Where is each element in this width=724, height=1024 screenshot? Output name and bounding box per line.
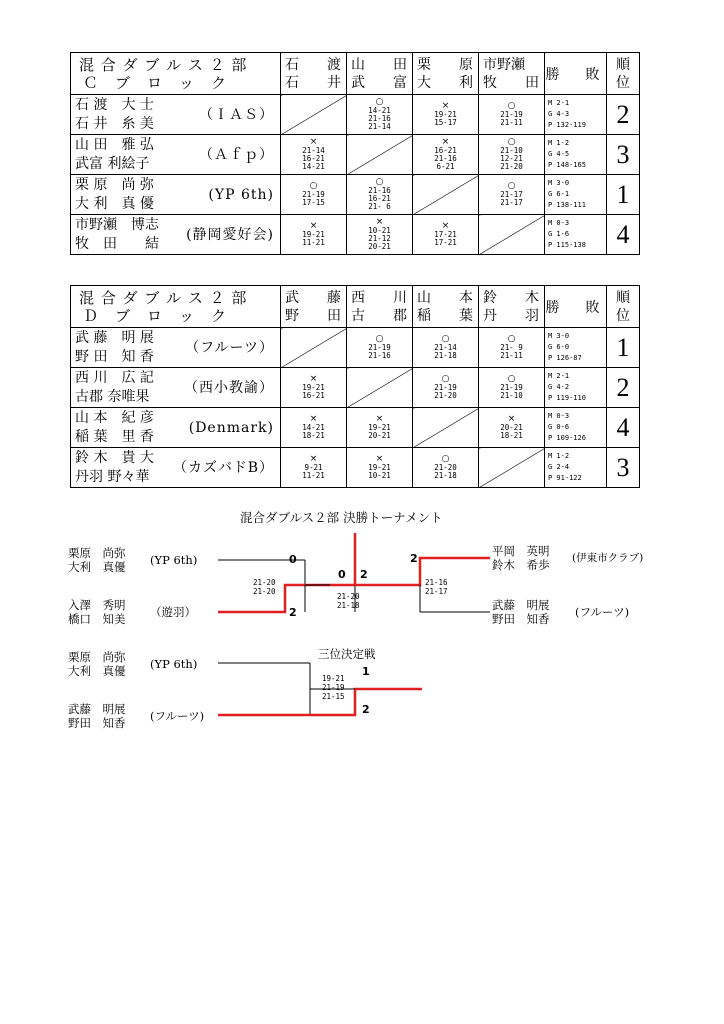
match-cell: × 19-21 16-21 [281, 368, 347, 408]
win-mark: ○ [309, 181, 318, 191]
win-mark: ○ [507, 334, 516, 344]
stats-cell: M 2-1 G 4-2 P 119-110 [545, 368, 607, 408]
match-cell: × 10-21 21-12 20-21 [347, 215, 413, 255]
loss-mark: × [375, 414, 384, 424]
team-name: （遊羽） [150, 605, 196, 619]
loss-mark: × [375, 454, 384, 464]
win-mark: ○ [441, 374, 450, 384]
match-score: 21-20 21-20 [253, 578, 276, 596]
loss-mark: × [309, 374, 318, 384]
loss-mark: × [309, 414, 318, 424]
match-cell: × 16-21 21-16 6-21 [413, 135, 479, 175]
match-score: 21-16 21-17 [425, 578, 448, 596]
win-mark: ○ [507, 101, 516, 111]
final-score-left: 0 [338, 568, 346, 581]
match-cell: ○ 21-20 21-18 [413, 448, 479, 488]
opponent-header: 西 川 古 郡 [347, 286, 413, 328]
stats-cell: M 0-3 G 1-6 P 115-138 [545, 215, 607, 255]
third-entry-2 [68, 702, 126, 730]
team-name: (YP 6th) [150, 657, 198, 671]
loss-mark: × [507, 414, 516, 424]
team-name: (フルーツ) [575, 605, 630, 619]
entry-left-2 [68, 598, 126, 626]
match-cell: ○ 14-21 21-16 21-14 [347, 95, 413, 135]
match-cell: × 14-21 18-21 [281, 408, 347, 448]
rank-value: 1 [607, 175, 640, 215]
match-cell: ○ 21-19 17-15 [281, 175, 347, 215]
loss-mark: × [441, 221, 450, 231]
score: 2 [410, 552, 418, 565]
match-cell: × 17-21 17-21 [413, 215, 479, 255]
loss-mark: × [441, 137, 450, 147]
win-mark: ○ [375, 334, 384, 344]
team-name: （Ａｆｐ） [199, 147, 274, 163]
stats-cell: M 2-1 G 4-3 P 132-119 [545, 95, 607, 135]
match-cell: ○ 21-19 21-11 [479, 95, 545, 135]
player-name: 平岡 英明 [492, 544, 550, 558]
match-cell: × 20-21 18-21 [479, 408, 545, 448]
rank-value: 4 [607, 215, 640, 255]
player-name: 武藤 明展 [68, 702, 126, 716]
match-cell: × 19-21 10-21 [347, 448, 413, 488]
block-title: 混 合 ダ ブ ル ス ２ 部 Ｄ ブ ロ ッ ク [71, 286, 281, 328]
win-mark: ○ [375, 97, 384, 107]
result-header: 勝 敗 [545, 286, 607, 328]
player-name: 野田 知香 [68, 716, 126, 730]
stats-cell: M 3-0 G 6-1 P 138-111 [545, 175, 607, 215]
team-name: (YP 6th) [150, 553, 198, 567]
opponent-header: 山 本 稲 葉 [413, 286, 479, 328]
final-score-right: 2 [360, 568, 368, 581]
player-pair: 武 藤 明 展 野 田 知 香 （フルーツ） [71, 328, 281, 368]
rank-value: 2 [607, 95, 640, 135]
opponent-header: 武 藤 野 田 [281, 286, 347, 328]
opponent-header: 鈴 木 丹 羽 [479, 286, 545, 328]
team-name: （フルーツ） [185, 340, 274, 356]
loss-mark: × [375, 217, 384, 227]
loss-mark: × [309, 221, 318, 231]
team-name: (YP 6th) [208, 187, 274, 203]
score: 2 [289, 606, 297, 619]
entry-right-1 [492, 544, 550, 572]
block-title: 混 合 ダ ブ ル ス ２ 部 Ｃ ブ ロ ッ ク [71, 53, 281, 95]
player-name: 大利 真優 [68, 664, 126, 678]
entry-right-2 [492, 598, 550, 626]
match-cell: ○ 21-14 21-18 [413, 328, 479, 368]
player-pair: 山 本 紀 彦 稲 葉 里 香 (Denmark) [71, 408, 281, 448]
player-name: 栗原 尚弥 [68, 546, 126, 560]
match-cell: ○ 21-19 21-10 [479, 368, 545, 408]
match-cell: ○ 21-10 12-21 21-20 [479, 135, 545, 175]
bracket-win-line [355, 558, 490, 585]
player-pair: 市野瀬 博志 牧 田 結 (静岡愛好会) [71, 215, 281, 255]
stats-cell: M 1-2 G 2-4 P 91-122 [545, 448, 607, 488]
match-cell: ○ 21- 9 21-11 [479, 328, 545, 368]
match-cell: ○ 21-17 21-17 [479, 175, 545, 215]
player-pair: 鈴 木 貴 大 丹羽 野々華 （カズバドB） [71, 448, 281, 488]
player-pair: 山 田 雅 弘 武富 利絵子 （Ａｆｐ） [71, 135, 281, 175]
team-name: （カズバドB） [172, 460, 274, 476]
player-name: 栗原 尚弥 [68, 650, 126, 664]
stats-cell: M 0-3 G 0-6 P 109-126 [545, 408, 607, 448]
win-mark: ○ [375, 177, 384, 187]
player-name: 鈴木 希歩 [492, 558, 550, 572]
stats-cell: M 3-0 G 6-0 P 126-87 [545, 328, 607, 368]
score: 0 [289, 553, 297, 566]
final-match-score: 21-20 21-18 [337, 592, 360, 610]
team-name: (伊東市クラブ) [572, 552, 644, 564]
player-name: 武藤 明展 [492, 598, 550, 612]
team-name: (Denmark) [188, 420, 274, 436]
score: 1 [362, 665, 370, 678]
win-mark: ○ [507, 374, 516, 384]
bracket-win-line [218, 585, 355, 612]
third-entry-1 [68, 650, 126, 678]
match-cell: ○ 21-16 16-21 21- 6 [347, 175, 413, 215]
team-name: （西小教諭） [184, 380, 274, 396]
rank-header: 順 位 [607, 286, 640, 328]
match-score: 19-21 21-19 21-15 [322, 674, 345, 701]
player-pair: 西 川 広 記 古郡 奈唯果 （西小教諭） [71, 368, 281, 408]
match-cell: × 19-21 11-21 [281, 215, 347, 255]
player-pair: 石 渡 大 士 石 井 糸 美 （ＩＡＳ） [71, 95, 281, 135]
team-name: (静岡愛好会) [186, 227, 274, 243]
stats-cell: M 1-2 G 4-5 P 148-165 [545, 135, 607, 175]
player-name: 橋口 知美 [68, 612, 126, 626]
match-cell: × 21-14 16-21 14-21 [281, 135, 347, 175]
rank-value: 3 [607, 448, 640, 488]
loss-mark: × [309, 454, 318, 464]
rank-value: 3 [607, 135, 640, 175]
third-place-title: 三位決定戦 [318, 647, 376, 661]
rank-value: 4 [607, 408, 640, 448]
match-cell: × 9-21 11-21 [281, 448, 347, 488]
match-cell: × 19-21 20-21 [347, 408, 413, 448]
tournament-title: 混合ダブルス２部 決勝トーナメント [240, 510, 443, 525]
player-name: 野田 知香 [492, 612, 550, 626]
loss-mark: × [309, 137, 318, 147]
win-mark: ○ [507, 137, 516, 147]
match-cell: × 19-21 15-17 [413, 95, 479, 135]
team-name: (フルーツ) [150, 709, 205, 723]
opponent-header: 市野瀬 牧 田 [479, 53, 545, 95]
rank-value: 2 [607, 368, 640, 408]
player-name: 大利 真優 [68, 560, 126, 574]
match-cell: ○ 21-19 21-20 [413, 368, 479, 408]
opponent-header: 石 渡 石 井 [281, 53, 347, 95]
bracket-win-line [218, 689, 422, 715]
entry-left-1 [68, 546, 126, 574]
player-pair: 栗 原 尚 弥 大 利 真 優 (YP 6th) [71, 175, 281, 215]
win-mark: ○ [441, 334, 450, 344]
score: 2 [362, 703, 370, 716]
result-header: 勝 敗 [545, 53, 607, 95]
opponent-header: 栗 原 大 利 [413, 53, 479, 95]
win-mark: ○ [507, 181, 516, 191]
match-cell: ○ 21-19 21-16 [347, 328, 413, 368]
loss-mark: × [441, 101, 450, 111]
team-name: （ＩＡＳ） [199, 107, 274, 123]
rank-value: 1 [607, 328, 640, 368]
rank-header: 順 位 [607, 53, 640, 95]
player-name: 入澤 秀明 [68, 598, 126, 612]
opponent-header: 山 田 武 富 [347, 53, 413, 95]
win-mark: ○ [441, 454, 450, 464]
